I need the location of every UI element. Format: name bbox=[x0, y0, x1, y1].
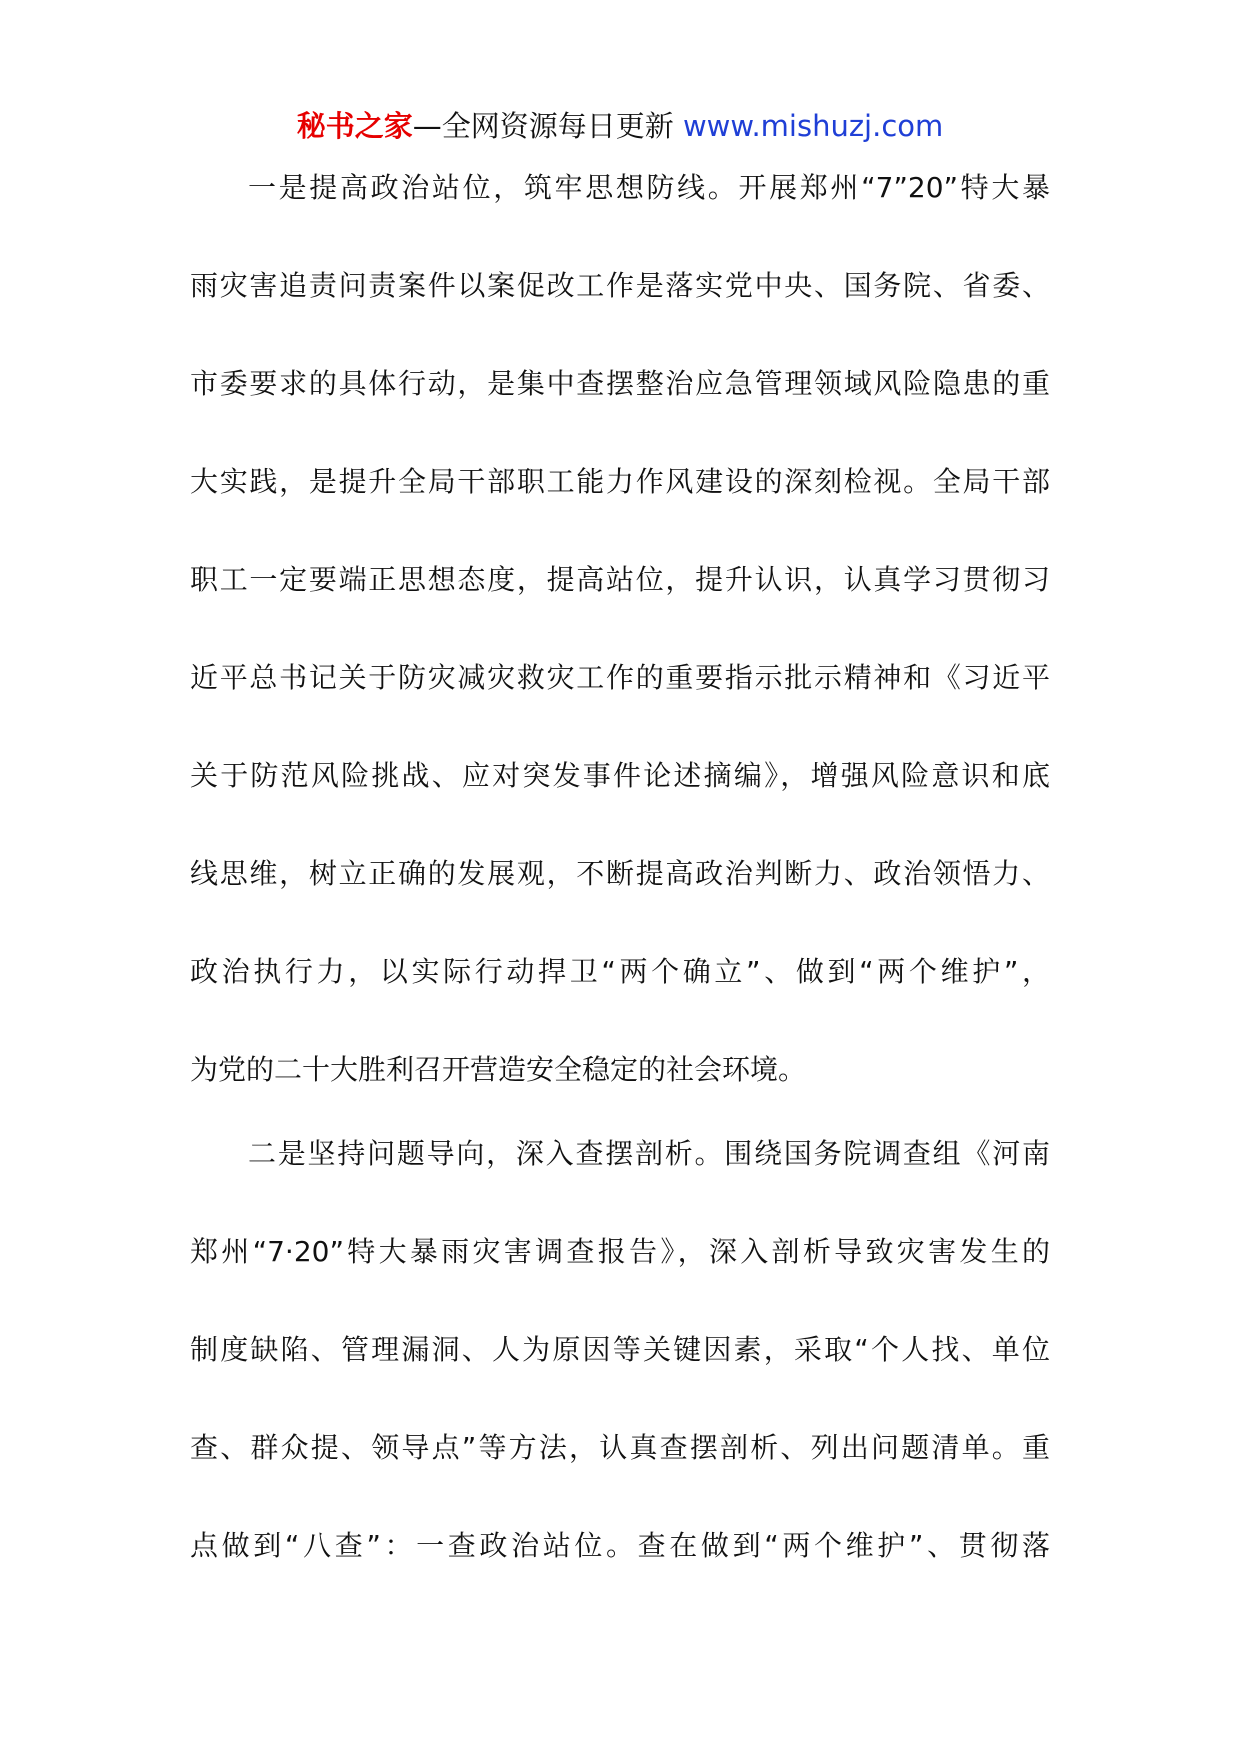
site-tagline: —全网资源每日更新 bbox=[412, 109, 674, 143]
paragraph-1-line-2: 雨灾害追责问责案件以案促改工作是落实党中央、国务院、省委、 bbox=[190, 269, 1050, 302]
site-url-link[interactable]: www.mishuzj.com bbox=[682, 109, 944, 143]
paragraph-1-line-9: 政治执行力，以实际行动捍卫“两个确立”、做到“两个维护”， bbox=[190, 955, 1050, 988]
paragraph-1-line-1: 一是提高政治站位，筑牢思想防线。开展郑州“7”20”特大暴 bbox=[248, 171, 1050, 204]
site-header bbox=[0, 104, 1240, 148]
paragraph-2-line-2: 郑州“7·20”特大暴雨灾害调查报告》，深入剖析导致灾害发生的 bbox=[190, 1235, 1050, 1268]
paragraph-1-line-10: 为党的二十大胜利召开营造安全稳定的社会环境。 bbox=[190, 1053, 807, 1086]
paragraph-1-line-7: 关于防范风险挑战、应对突发事件论述摘编》，增强风险意识和底 bbox=[190, 759, 1050, 792]
paragraph-2-line-3: 制度缺陷、管理漏洞、人为原因等关键因素，采取“个人找、单位 bbox=[190, 1333, 1050, 1366]
paragraph-1-line-6: 近平总书记关于防灾减灾救灾工作的重要指示批示精神和《习近平 bbox=[190, 661, 1050, 694]
paragraph-2-line-4: 查、群众提、领导点”等方法，认真查摆剖析、列出问题清单。重 bbox=[190, 1431, 1050, 1464]
site-brand: 秘书之家 bbox=[296, 109, 413, 143]
paragraph-2-line-5: 点做到“八查”：一查政治站位。查在做到“两个维护”、贯彻落 bbox=[190, 1529, 1050, 1562]
paragraph-1-line-8: 线思维，树立正确的发展观，不断提高政治判断力、政治领悟力、 bbox=[190, 857, 1050, 890]
paragraph-2-line-1: 二是坚持问题导向，深入查摆剖析。围绕国务院调查组《河南 bbox=[248, 1137, 1050, 1170]
paragraph-1-line-3: 市委要求的具体行动，是集中查摆整治应急管理领域风险隐患的重 bbox=[190, 367, 1050, 400]
paragraph-1-line-5: 职工一定要端正思想态度，提高站位，提升认识，认真学习贯彻习 bbox=[190, 563, 1050, 596]
document-body bbox=[190, 166, 1050, 1622]
paragraph-1-line-4: 大实践，是提升全局干部职工能力作风建设的深刻检视。全局干部 bbox=[190, 465, 1050, 498]
